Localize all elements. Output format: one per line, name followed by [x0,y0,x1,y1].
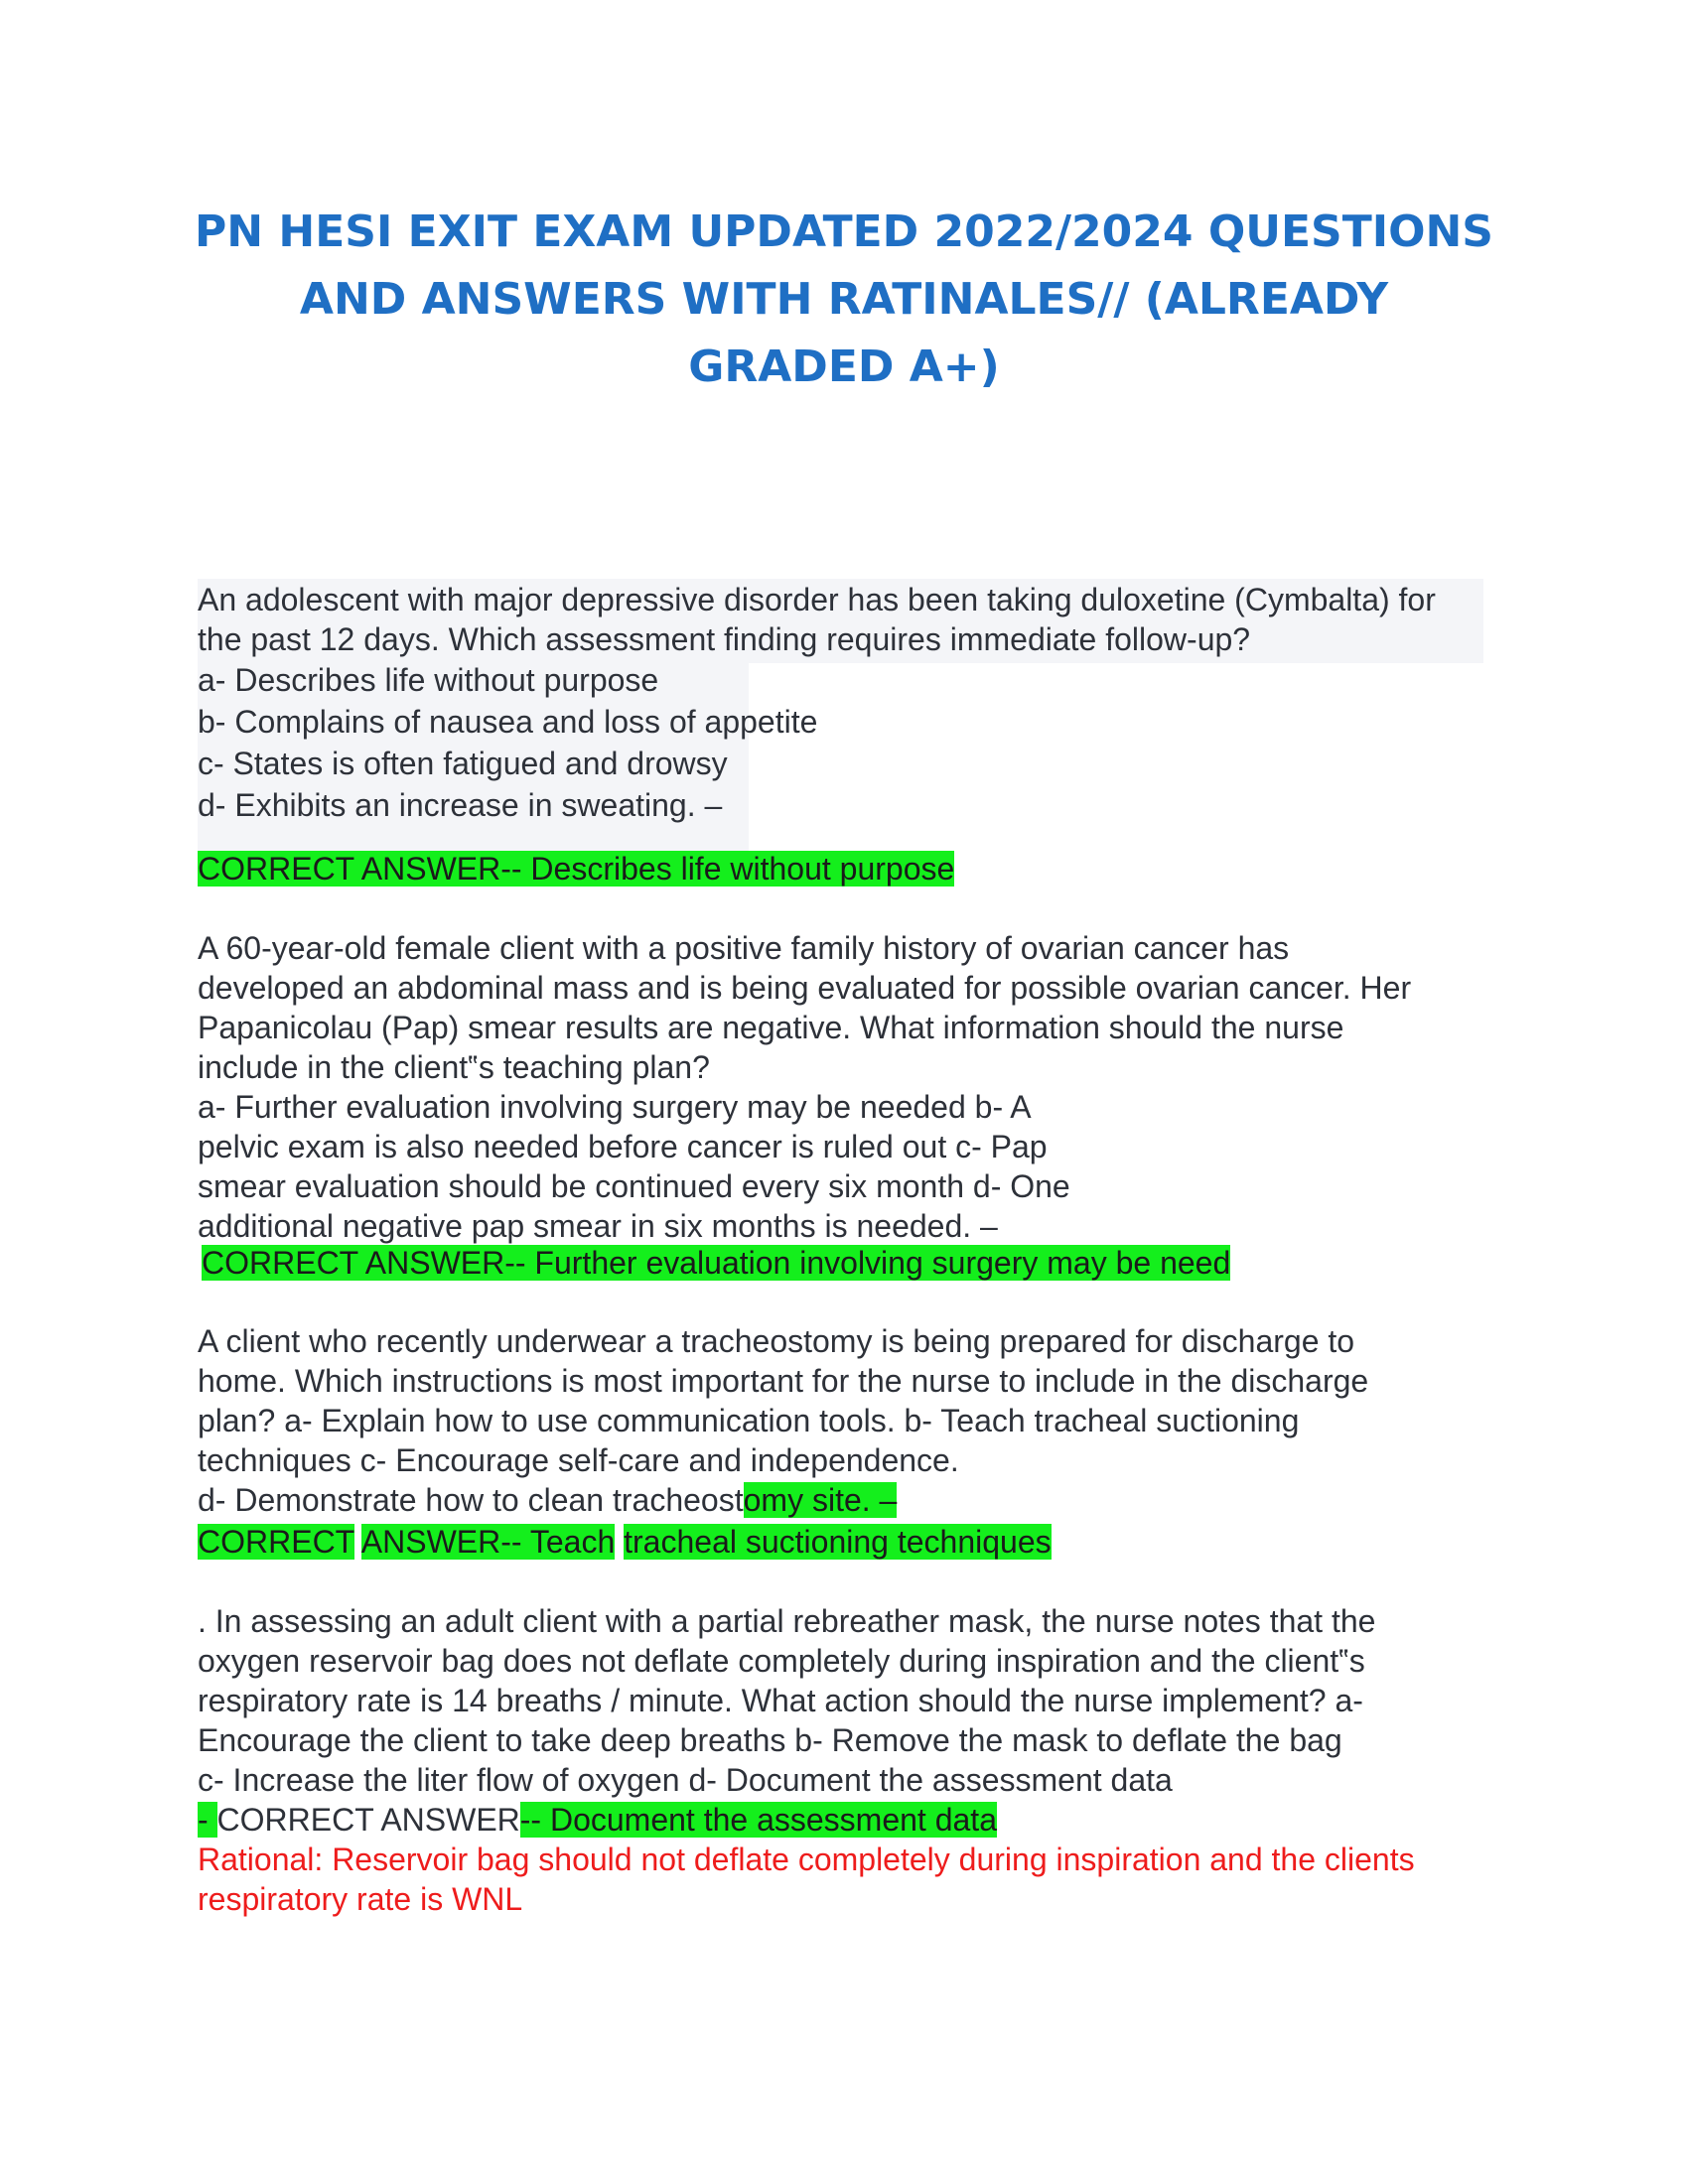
q4-rational-line-1: Rational: Reservoir bag should not deflate completely during inspiration and the clients [198,1842,1415,1877]
q1-option-a: a- Describes life without purpose [198,662,659,698]
q2-line-6: pelvic exam is also needed before cancer is ruled out c- Pap [198,1129,1048,1164]
q3-line-5-highlight: omy site. – [743,1482,898,1518]
q3-line-5-plain: d- Demonstrate how to clean tracheost [198,1482,744,1518]
question-2 [198,928,1411,1246]
q3-answer-part-1: CORRECT [198,1524,354,1560]
q4-correct-answer [198,1800,1415,1840]
q3-line-2: home. Which instructions is most important for the nurse to include in the discharge [198,1363,1369,1399]
q4-rational-line-2: respiratory rate is WNL [198,1881,523,1917]
q1-correct-answer: CORRECT ANSWER-- Describes life without purpose [198,851,955,887]
q3-answer-part-3: tracheal suctioning techniques [624,1524,1052,1560]
question-3 [198,1321,1368,1520]
q1-option-d: d- Exhibits an increase in sweating. – [198,787,723,823]
q4-line-3: respiratory rate is 14 breaths / minute. What action should the nurse implement? a- [198,1683,1363,1718]
q4-answer-hl-1: - [198,1802,217,1838]
q2-line-2: developed an abdominal mass and is being evaluated for possible ovarian cancer. Her [198,970,1412,1006]
q3-line-5 [198,1480,1368,1520]
question-4 [198,1601,1415,1919]
q2-line-3: Papanicolau (Pap) smear results are negative. What information should the nurse [198,1010,1344,1045]
q3-line-1: A client who recently underwear a tracheostomy is being prepared for discharge to [198,1323,1355,1359]
q3-line-4: techniques c- Encourage self-care and independence. [198,1442,959,1478]
q1-option-c: c- States is often fatigued and drowsy [198,746,728,781]
title-line-1: PN HESI EXIT EXAM UPDATED 2022/2024 QUESTIONS [194,206,1493,257]
q4-line-1: . In assessing an adult client with a partial rebreather mask, the nurse notes that the [198,1603,1376,1639]
q1-option-b: b- Complains of nausea and loss of appetite [198,704,818,740]
q1-line-1: An adolescent with major depressive disorder has been taking duloxetine (Cymbalta) for [198,582,1436,617]
q2-line-1: A 60-year-old female client with a positive family history of ovarian cancer has [198,930,1290,966]
document-title [149,199,1539,401]
q2-line-8: additional negative pap smear in six months is needed. – [198,1208,998,1244]
q4-answer-hl-2: -- Document the assessment data [519,1802,997,1838]
q4-line-4: Encourage the client to take deep breaths b- Remove the mask to deflate the bag [198,1722,1342,1758]
question-1 [198,580,1436,826]
q4-line-5: c- Increase the liter flow of oxygen d- Document the assessment data [198,1762,1173,1798]
title-line-3: GRADED A+) [688,341,1000,392]
title-line-2: AND ANSWERS WITH RATINALES// (ALREADY [299,274,1389,325]
q3-answer-part-2: ANSWER-- Teach [360,1524,616,1560]
q4-line-2: oxygen reservoir bag does not deflate completely during inspiration and the client‟s [198,1643,1365,1679]
q3-line-3: plan? a- Explain how to use communication tools. b- Teach tracheal suctioning [198,1403,1300,1438]
q2-line-4: include in the client‟s teaching plan? [198,1049,710,1085]
q3-correct-answer [198,1521,1052,1563]
q2-line-5: a- Further evaluation involving surgery may be needed b- A [198,1089,1032,1125]
q4-answer-plain: CORRECT ANSWER [216,1802,520,1838]
q2-correct-answer: CORRECT ANSWER-- Further evaluation involving surgery may be need [202,1245,1231,1281]
q1-line-2: the past 12 days. Which assessment finding requires immediate follow-up? [198,621,1251,657]
q2-line-7: smear evaluation should be continued every six month d- One [198,1168,1070,1204]
